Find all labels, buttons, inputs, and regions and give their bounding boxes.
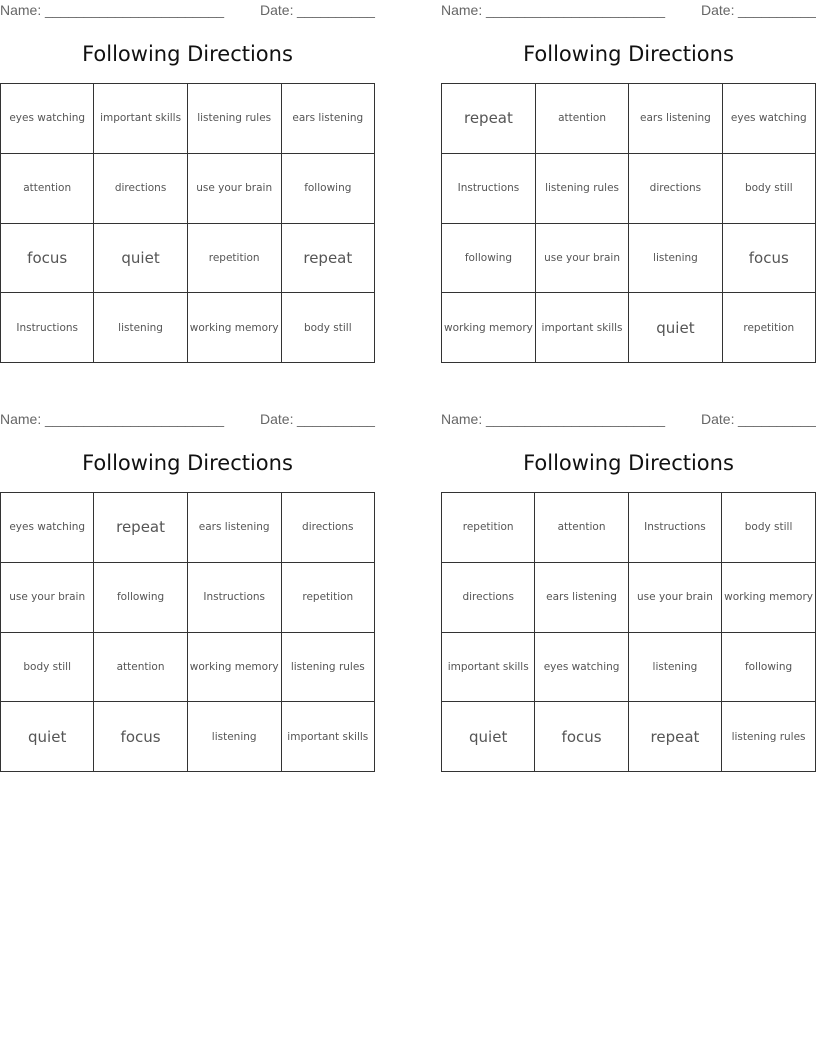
bingo-cell: Instructions <box>629 493 722 563</box>
bingo-cell: ears listening <box>188 493 282 563</box>
name-label: Name: <box>0 2 42 18</box>
bingo-cell: important skills <box>442 633 535 703</box>
name-field-line: _______________________ <box>486 2 666 18</box>
bingo-cell: eyes watching <box>1 84 94 154</box>
bingo-cell: working memory <box>188 293 282 363</box>
bingo-cell: following <box>94 563 187 633</box>
bingo-cell: ears listening <box>535 563 628 633</box>
card-header <box>441 411 816 429</box>
card-header <box>0 411 375 429</box>
bingo-cell: body still <box>1 633 94 703</box>
bingo-grid <box>0 492 375 772</box>
bingo-cell: quiet <box>442 702 535 772</box>
bingo-cell: listening rules <box>188 84 282 154</box>
bingo-cell: use your brain <box>1 563 94 633</box>
bingo-cell: directions <box>94 154 187 224</box>
bingo-cell: repeat <box>629 702 722 772</box>
bingo-cell: directions <box>442 563 535 633</box>
bingo-cell: quiet <box>629 293 722 363</box>
bingo-cell: Instructions <box>188 563 282 633</box>
bingo-card-1 <box>0 0 375 380</box>
bingo-cell: attention <box>1 154 94 224</box>
bingo-cell: focus <box>535 702 628 772</box>
bingo-cell: ears listening <box>629 84 722 154</box>
bingo-cell: repetition <box>188 224 282 294</box>
bingo-cell: quiet <box>1 702 94 772</box>
card-header <box>441 2 816 20</box>
bingo-cell: working memory <box>442 293 536 363</box>
date-label: Date: <box>701 411 735 427</box>
name-field-line: _______________________ <box>45 411 225 427</box>
name-label: Name: <box>0 411 42 427</box>
bingo-cell: body still <box>723 154 816 224</box>
bingo-grid <box>0 83 375 363</box>
date-label: Date: <box>701 2 735 18</box>
bingo-cell: eyes watching <box>1 493 94 563</box>
bingo-cell: eyes watching <box>723 84 816 154</box>
bingo-cell: use your brain <box>536 224 629 294</box>
bingo-cell: directions <box>629 154 722 224</box>
bingo-cell: attention <box>94 633 187 703</box>
bingo-cell: Instructions <box>1 293 94 363</box>
bingo-card-3 <box>0 409 375 789</box>
bingo-cell: attention <box>536 84 629 154</box>
card-title: Following Directions <box>82 42 293 66</box>
date-label: Date: <box>260 2 294 18</box>
bingo-cell: listening rules <box>722 702 816 772</box>
bingo-cell: use your brain <box>188 154 282 224</box>
bingo-grid <box>441 492 816 772</box>
name-label: Name: <box>441 2 483 18</box>
bingo-cell: quiet <box>94 224 187 294</box>
bingo-cell: focus <box>1 224 94 294</box>
bingo-cell: repeat <box>94 493 187 563</box>
name-label: Name: <box>441 411 483 427</box>
bingo-cell: body still <box>722 493 816 563</box>
bingo-cell: use your brain <box>629 563 722 633</box>
bingo-card-4 <box>441 409 816 789</box>
bingo-cell: ears listening <box>282 84 375 154</box>
bingo-cell: focus <box>723 224 816 294</box>
date-field-line: __________ <box>297 2 375 18</box>
bingo-cell: important skills <box>94 84 187 154</box>
bingo-cell: following <box>442 224 536 294</box>
bingo-cell: listening <box>629 224 722 294</box>
card-title: Following Directions <box>82 451 293 475</box>
bingo-cell: directions <box>282 493 375 563</box>
date-field-line: __________ <box>297 411 375 427</box>
bingo-cell: listening rules <box>536 154 629 224</box>
bingo-cell: working memory <box>722 563 816 633</box>
bingo-cell: following <box>722 633 816 703</box>
date-field-line: __________ <box>738 411 816 427</box>
bingo-cell: repetition <box>282 563 375 633</box>
bingo-card-2 <box>441 0 816 380</box>
bingo-cell: following <box>282 154 375 224</box>
date-label: Date: <box>260 411 294 427</box>
card-title: Following Directions <box>523 451 734 475</box>
bingo-cell: listening <box>94 293 187 363</box>
bingo-cell: focus <box>94 702 187 772</box>
bingo-cell: Instructions <box>442 154 536 224</box>
bingo-cell: working memory <box>188 633 282 703</box>
bingo-cell: listening <box>629 633 722 703</box>
bingo-cell: attention <box>535 493 628 563</box>
bingo-grid <box>441 83 816 363</box>
bingo-cell: eyes watching <box>535 633 628 703</box>
bingo-cell: body still <box>282 293 375 363</box>
name-field-line: _______________________ <box>486 411 666 427</box>
bingo-cell: repeat <box>282 224 375 294</box>
date-field-line: __________ <box>738 2 816 18</box>
card-title: Following Directions <box>523 42 734 66</box>
bingo-cell: repeat <box>442 84 536 154</box>
bingo-cell: repetition <box>723 293 816 363</box>
bingo-cell: important skills <box>282 702 375 772</box>
bingo-cell: important skills <box>536 293 629 363</box>
bingo-cell: listening rules <box>282 633 375 703</box>
card-header <box>0 2 375 20</box>
bingo-cell: repetition <box>442 493 535 563</box>
bingo-cell: listening <box>188 702 282 772</box>
name-field-line: _______________________ <box>45 2 225 18</box>
